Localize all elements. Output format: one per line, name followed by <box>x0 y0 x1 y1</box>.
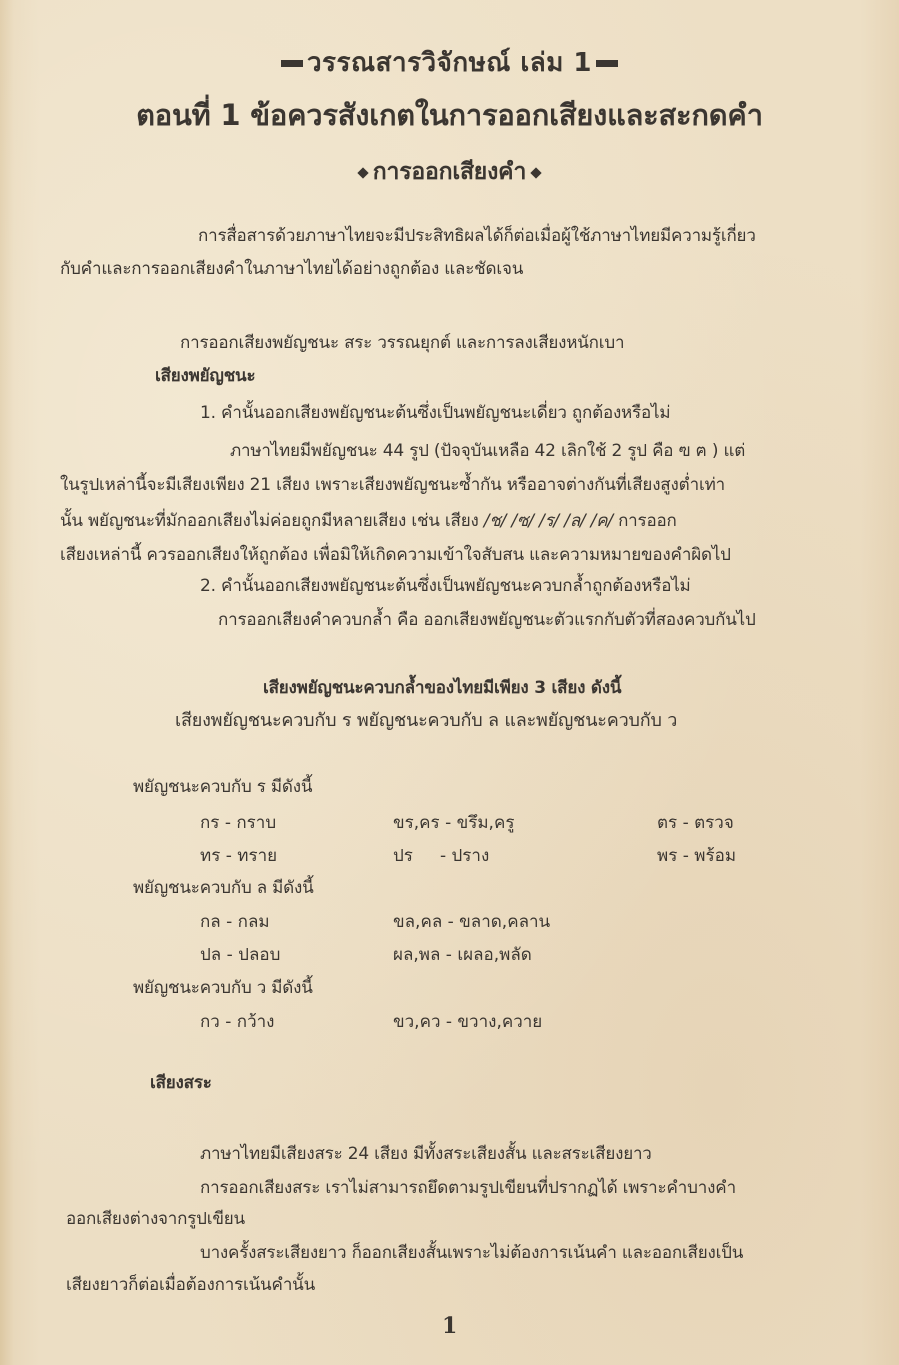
vowel-para-2-line-2: ออกเสียงต่างจากรูปเขียน <box>66 1209 245 1229</box>
group-label-l: พยัญชนะควบกับ ล มีดังนี้ <box>133 878 314 898</box>
para-1-line-2: ในรูปเหล่านี้จะมีเสียงเพียง 21 เสียง เพราะเสียงพยัญชนะซ้ำกัน หรืออาจต่างกันที่เสียงสูงต่ำเท่า <box>60 475 725 495</box>
cluster-item: ปล - ปลอบ <box>200 945 281 965</box>
vowel-para-2-line-1: การออกเสียงสระ เราไม่สามารถยึดตามรูปเขียนที่ปรากฏได้ เพราะคำบางคำ <box>200 1178 736 1198</box>
series-title <box>0 46 899 80</box>
cluster-item: ผล,พล - เผลอ,พลัด <box>393 945 532 965</box>
cluster-item: กล - กลม <box>200 912 270 932</box>
consonant-heading: เสียงพยัญชนะ <box>155 366 256 386</box>
cluster-item: ขร,คร - ขรึม,ครู <box>393 813 515 833</box>
section-title-text: การออกเสียงคำ <box>372 159 527 185</box>
para-1-line-4: เสียงเหล่านี้ ควรออกเสียงให้ถูกต้อง เพื่อมิให้เกิดความเข้าใจสับสน และความหมายของคำผิดไป <box>60 545 731 565</box>
cluster-item: พร - พร้อม <box>657 846 737 866</box>
group-label-r: พยัญชนะควบกับ ร มีดังนี้ <box>133 777 313 797</box>
cluster-item: ขล,คล - ขลาด,คลาน <box>393 912 551 932</box>
para-1-line-3-suffix: การออก <box>618 511 677 531</box>
question-2: 2. คำนั้นออกเสียงพยัญชนะต้นซึ่งเป็นพยัญชนะควบกล้ำถูกต้องหรือไม่ <box>200 576 691 596</box>
intro-line-1: การสื่อสารด้วยภาษาไทยจะมีประสิทธิผลได้ก็ต่อเมื่อผู้ใช้ภาษาไทยมีความรู้เกี่ยว <box>198 226 756 246</box>
para-1-line-3-prefix: นั้น พยัญชนะที่มักออกเสียงไม่ค่อยถูกมีหลายเสียง เช่น เสียง <box>60 511 479 531</box>
cluster-item: กร - กราบ <box>200 813 277 833</box>
topic-title: การออกเสียงพยัญชนะ สระ วรรณยุกต์ และการลงเสียงหนักเบา <box>180 333 625 353</box>
cluster-item: ตร - ตรวจ <box>657 813 734 833</box>
question-1: 1. คำนั้นออกเสียงพยัญชนะต้นซึ่งเป็นพยัญชนะเดี่ยว ถูกต้องหรือไม่ <box>200 403 671 423</box>
cluster-item: กว - กว้าง <box>200 1012 275 1032</box>
diamond-left-icon <box>357 167 368 178</box>
dash-left-icon <box>281 60 303 67</box>
para-2-line-1: การออกเสียงคำควบกล้ำ คือ ออกเสียงพยัญชนะตัวแรกกับตัวที่สองควบกันไป <box>218 610 756 630</box>
chapter-title: ตอนที่ 1 ข้อควรสังเกตในการออกเสียงและสะกดคำ <box>136 98 763 132</box>
diamond-right-icon <box>531 167 542 178</box>
intro-line-2: กับคำและการออกเสียงคำในภาษาไทยได้อย่างถูกต้อง และชัดเจน <box>60 259 524 279</box>
group-label-w: พยัญชนะควบกับ ว มีดังนี้ <box>133 978 313 998</box>
page-number: 1 <box>441 1313 458 1339</box>
dash-right-icon <box>596 60 618 67</box>
vowel-heading: เสียงสระ <box>150 1073 212 1093</box>
cluster-item: ปร - ปราง <box>393 846 490 866</box>
vowel-para-3-line-1: บางครั้งสระเสียงยาว ก็ออกเสียงสั้นเพราะไม่ต้องการเน้นคำ และออกเสียงเป็น <box>200 1243 744 1263</box>
series-title-text: วรรณสารวิจักษณ์ เล่ม 1 <box>306 48 593 78</box>
cluster-item: ทร - ทราย <box>200 846 278 866</box>
cluster-item: ขว,คว - ขวาง,ควาย <box>393 1012 543 1032</box>
clusters-heading: เสียงพยัญชนะควบกล้ำของไทยมีเพียง 3 เสียง ดังนี้ <box>263 678 622 698</box>
para-1-line-1: ภาษาไทยมีพยัญชนะ 44 รูป (ปัจจุบันเหลือ 42 เลิกใช้ 2 รูป คือ ฃ ฅ ) แต่ <box>230 441 746 461</box>
vowel-para-3-line-2: เสียงยาวก็ต่อเมื่อต้องการเน้นคำนั้น <box>66 1275 316 1295</box>
phoneme-list: /ช/ /ซ/ /ร/ /ล/ /ค/ <box>483 511 613 531</box>
para-1-line-3 <box>60 510 677 532</box>
vowel-para-1: ภาษาไทยมีเสียงสระ 24 เสียง มีทั้งสระเสียงสั้น และสระเสียงยาว <box>200 1144 652 1164</box>
section-title <box>0 157 899 187</box>
clusters-subheading: เสียงพยัญชนะควบกับ ร พยัญชนะควบกับ ล และพยัญชนะควบกับ ว <box>175 710 678 731</box>
